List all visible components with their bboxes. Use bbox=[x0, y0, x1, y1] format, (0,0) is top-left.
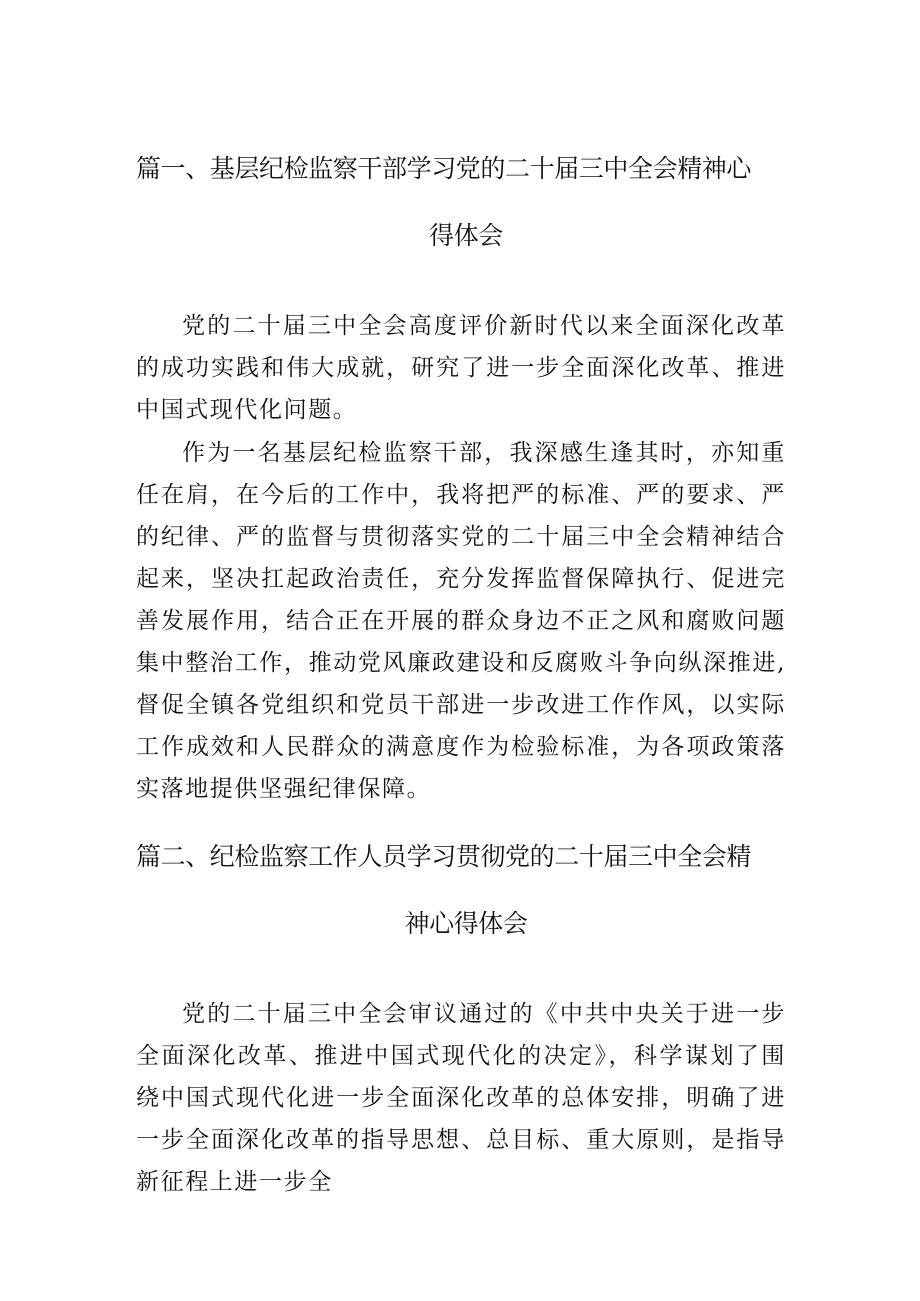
section-2-title-line-2: 神心得体会 bbox=[404, 909, 528, 938]
section-1-title bbox=[136, 155, 786, 250]
section-2-paragraph-1: 党的二十届三中全会审议通过的《中共中央关于进一步全面深化改革、推进中国式现代化的决定》，科学谋划了围绕中国式现代化进一步全面深化改革的总体安排，明确了进一步全面深化改革的指导思想、总目标、重大原则，是指导新征程上进一步全 bbox=[136, 1001, 786, 1195]
section-1-title-line-1: 篇一、基层纪检监察干部学习党的二十届三中全会精神心 bbox=[136, 154, 752, 183]
section-2-title bbox=[136, 843, 786, 938]
section-1-paragraph-1: 党的二十届三中全会高度评价新时代以来全面深化改革的成功实践和伟大成就，研究了进一步全面深化改革、推进中国式现代化问题。 bbox=[136, 313, 786, 423]
section-1-title-line-2: 得体会 bbox=[429, 221, 503, 250]
section-2-title-line-1: 篇二、纪检监察工作人员学习贯彻党的二十届三中全会精 bbox=[136, 842, 752, 871]
section-1-paragraph-2: 作为一名基层纪检监察干部，我深感生逢其时，亦知重任在肩，在今后的工作中，我将把严的标准、严的要求、严的纪律、严的监督与贯彻落实党的二十届三中全会精神结合起来，坚决扛起政治责任，充分发挥监督保障执行、促进完善发展作用，结合正在开展的群众身边不正之风和腐败问题集中整治工作，推动党风廉政建设和反腐败斗争向纵深推进,督促全镇各党组织和党员干部进一步改进工作作风，以实际工作成效和人民群众的满意度作为检验标准，为各项政策落实落地提供坚强纪律保障。 bbox=[136, 440, 786, 802]
